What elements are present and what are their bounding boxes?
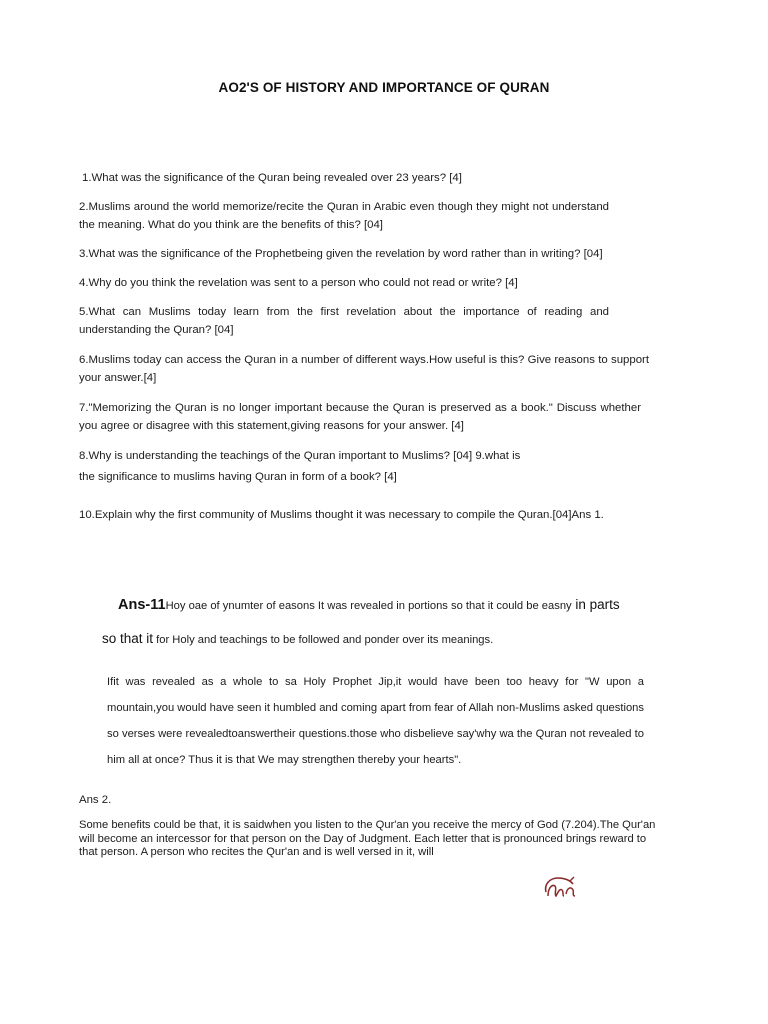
- answer1-line2-emph: so that it: [102, 631, 154, 646]
- answer1-line2-text: for Holy and teachings to be followed and ponder over its meanings.: [153, 634, 494, 646]
- question-2: 2.Muslims around the world memorize/recite the Quran in Arabic even though they might not understand the meaning. What do you think are the benefits of this? [04]: [79, 201, 609, 231]
- question-4: 4.Why do you think the revelation was sent to a person who could not read or write? [4]: [79, 277, 518, 289]
- question-7: 7."Memorizing the Quran is no longer important because the Quran is preserved as a book." Discuss whether you agree or disagree with this statement,giving reasons for your answer. [4]: [79, 402, 641, 432]
- question-5: 5.What can Muslims today learn from the first revelation about the importance of reading and understanding the Quran? [04]: [79, 306, 609, 336]
- answer1-line1-emph: in parts: [571, 597, 620, 612]
- handwritten-mark: [540, 872, 580, 905]
- answer1-line2: [102, 628, 662, 651]
- answer1-line1: [118, 594, 678, 617]
- answer1-quote: Ifit was revealed as a whole to sa Holy Prophet Jip,it would have been too heavy for "W upon a mountain,you would have seen it humbled and coming apart from fear of Allah non-Muslims asked questions so verses were revealedtoanswertheir questions.those who disbelieve say'why wa the Quran not revealed to him all at once? Thus it is that We may strengthen thereby your hearts".: [107, 676, 644, 766]
- question-3: 3.What was the significance of the Prophetbeing given the revelation by word rather than in writing? [04]: [79, 248, 603, 260]
- question-1: 1.What was the significance of the Quran being revealed over 23 years? [4]: [82, 172, 462, 184]
- page-title: AO2'S OF HISTORY AND IMPORTANCE OF QURAN: [218, 80, 550, 95]
- question-9: the significance to muslims having Quran in form of a book? [4]: [79, 471, 397, 483]
- question-8: 8.Why is understanding the teachings of the Quran important to Muslims? [04] 9.what is: [79, 450, 521, 462]
- answer2-text: Some benefits could be that, it is saidwhen you listen to the Qur'an you receive the mercy of God (7.204).The Qur'an will become an intercessor for that person on the Day of Judgment. Each letter that is pronounced brings reward to that person. A person who recites the Qur'an and is well versed in it, will: [79, 819, 656, 858]
- answer2-label: Ans 2.: [79, 794, 112, 806]
- answer1-line1-text: Hoy oae of ynumter of easons It was revealed in portions so that it could be easny: [165, 600, 572, 612]
- question-6: 6.Muslims today can access the Quran in a number of different ways.How useful is this? Give reasons to support your answer.[4]: [79, 354, 649, 384]
- question-10: 10.Explain why the first community of Muslims thought it was necessary to compile the Quran.[04]Ans 1.: [79, 509, 604, 521]
- answer1-label: Ans-11: [118, 597, 166, 613]
